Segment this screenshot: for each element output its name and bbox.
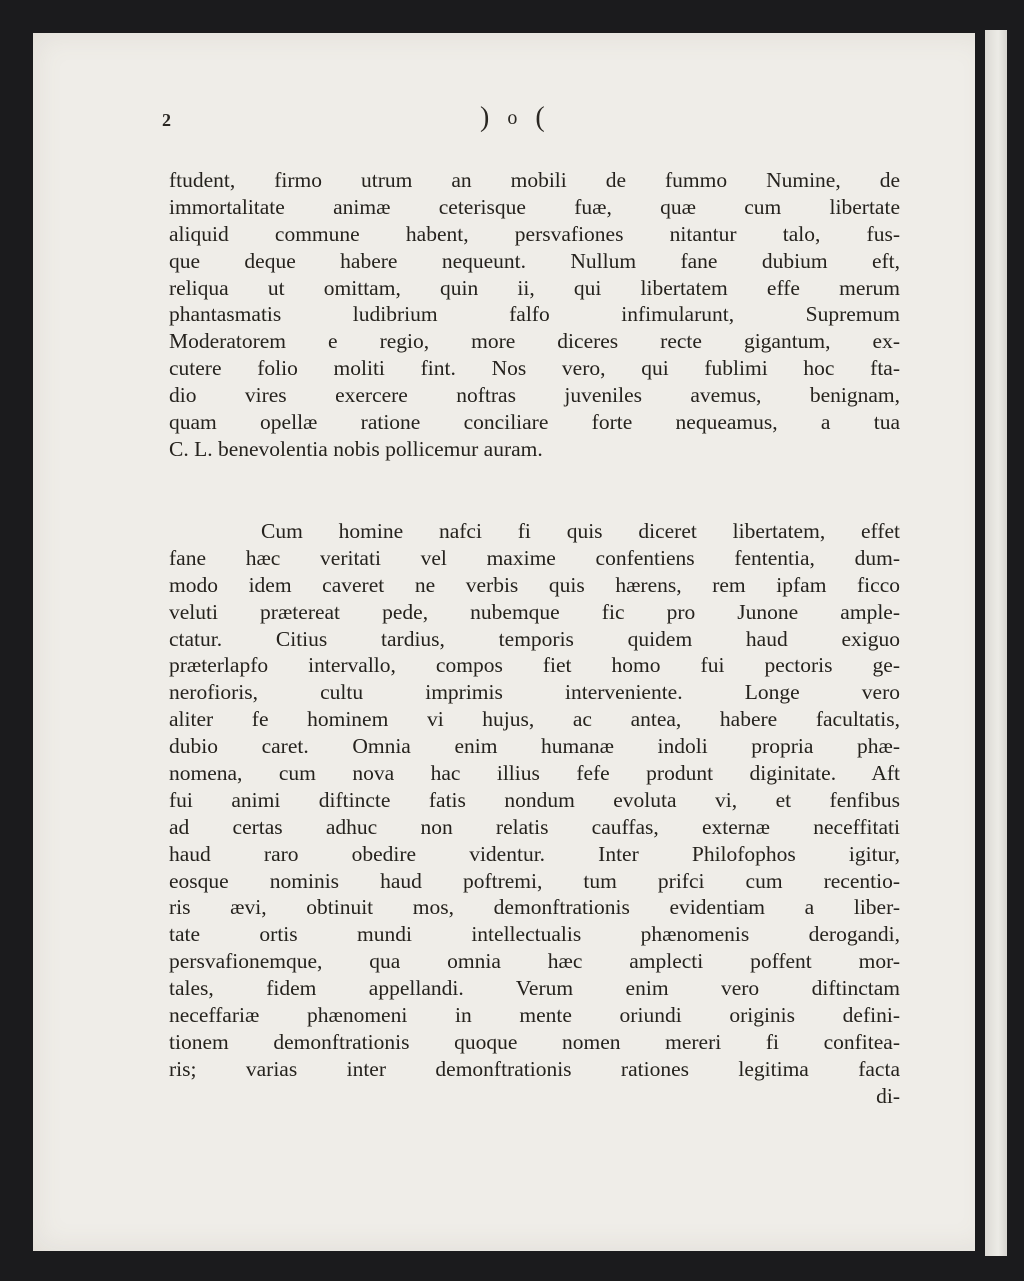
text-line: dio vires exercere noftras juveniles avemus, benignam,	[169, 383, 900, 408]
catchword: di-	[876, 1083, 900, 1108]
text-line: nerofioris, cultu imprimis interveniente. Longe vero	[169, 680, 900, 705]
ornament-mid: o	[507, 107, 536, 129]
text-line: immortalitate animæ ceterisque fuæ, quæ cum libertate	[169, 194, 900, 219]
text-line: tate ortis mundi intellectualis phænomenis derogandi,	[169, 922, 900, 947]
paragraph-2	[169, 518, 900, 1110]
text-line: dubio caret. Omnia enim humanæ indoli propria phæ-	[169, 734, 900, 759]
text-line: veluti prætereat pede, nubemque fic pro Junone ample-	[169, 599, 900, 624]
text-line: ris ævi, obtinuit mos, demonftrationis evidentiam a liber-	[169, 895, 900, 920]
text-line: aliter fe hominem vi hujus, ac antea, habere facultatis,	[169, 707, 900, 732]
text-line: haud raro obedire videntur. Inter Philofophos igitur,	[169, 841, 900, 866]
ornament-left: )	[480, 102, 508, 133]
text-line: præterlapfo intervallo, compos fiet homo fui pectoris ge-	[169, 653, 900, 678]
text-line: ad certas adhuc non relatis cauffas, externæ neceffitati	[169, 814, 900, 839]
text-line: ftudent, firmo utrum an mobili de fummo Numine, de	[169, 168, 900, 192]
facing-page-edge	[985, 30, 1007, 1256]
text-line: que deque habere nequeunt. Nullum fane dubium eft,	[169, 248, 900, 273]
text-line: eosque nominis haud poftremi, tum prifci cum recentio-	[169, 868, 900, 893]
page-number: 2	[162, 110, 171, 130]
page-header	[0, 102, 1024, 140]
text-line: cutere folio moliti fint. Nos vero, qui fublimi hoc fta-	[169, 356, 900, 381]
text-line: tionem demonftrationis quoque nomen mereri fi confitea-	[169, 1029, 900, 1054]
text-line: fui animi diftincte fatis nondum evoluta vi, et fenfibus	[169, 787, 900, 812]
text-line: quam opellæ ratione conciliare forte nequeamus, a tua	[169, 410, 900, 435]
text-line: nomena, cum nova hac illius fefe produnt diginitate. Aft	[169, 761, 900, 786]
text-line: aliquid commune habent, persvafiones nitantur talo, fus-	[169, 221, 900, 246]
text-line: neceffariæ phænomeni in mente oriundi originis defini-	[169, 1003, 900, 1028]
text-line: reliqua ut omittam, quin ii, qui libertatem effe merum	[169, 275, 900, 300]
text-line: ris; varias inter demonftrationis rationes legitima facta	[169, 1056, 900, 1081]
text-line: C. L. benevolentia nobis pollicemur auram.	[169, 436, 543, 461]
header-ornament	[480, 102, 563, 134]
text-line: phantasmatis ludibrium falfo infimularunt, Supremum	[169, 302, 900, 327]
paragraph-1	[169, 167, 900, 463]
text-line: persvafionemque, qua omnia hæc amplecti poffent mor-	[169, 949, 900, 974]
text-line: tales, fidem appellandi. Verum enim vero diftinctam	[169, 976, 900, 1001]
text-line: Moderatorem e regio, more diceres recte gigantum, ex-	[169, 329, 900, 354]
text-line: ctatur. Citius tardius, temporis quidem haud exiguo	[169, 626, 900, 651]
text-line: modo idem caveret ne verbis quis hærens, rem ipfam ficco	[169, 572, 900, 597]
text-line: fane hæc veritati vel maxime confentiens fententia, dum-	[169, 545, 900, 570]
ornament-right: (	[535, 102, 563, 133]
text-line: Cum homine nafci fi quis diceret libertatem, effet	[261, 519, 900, 543]
